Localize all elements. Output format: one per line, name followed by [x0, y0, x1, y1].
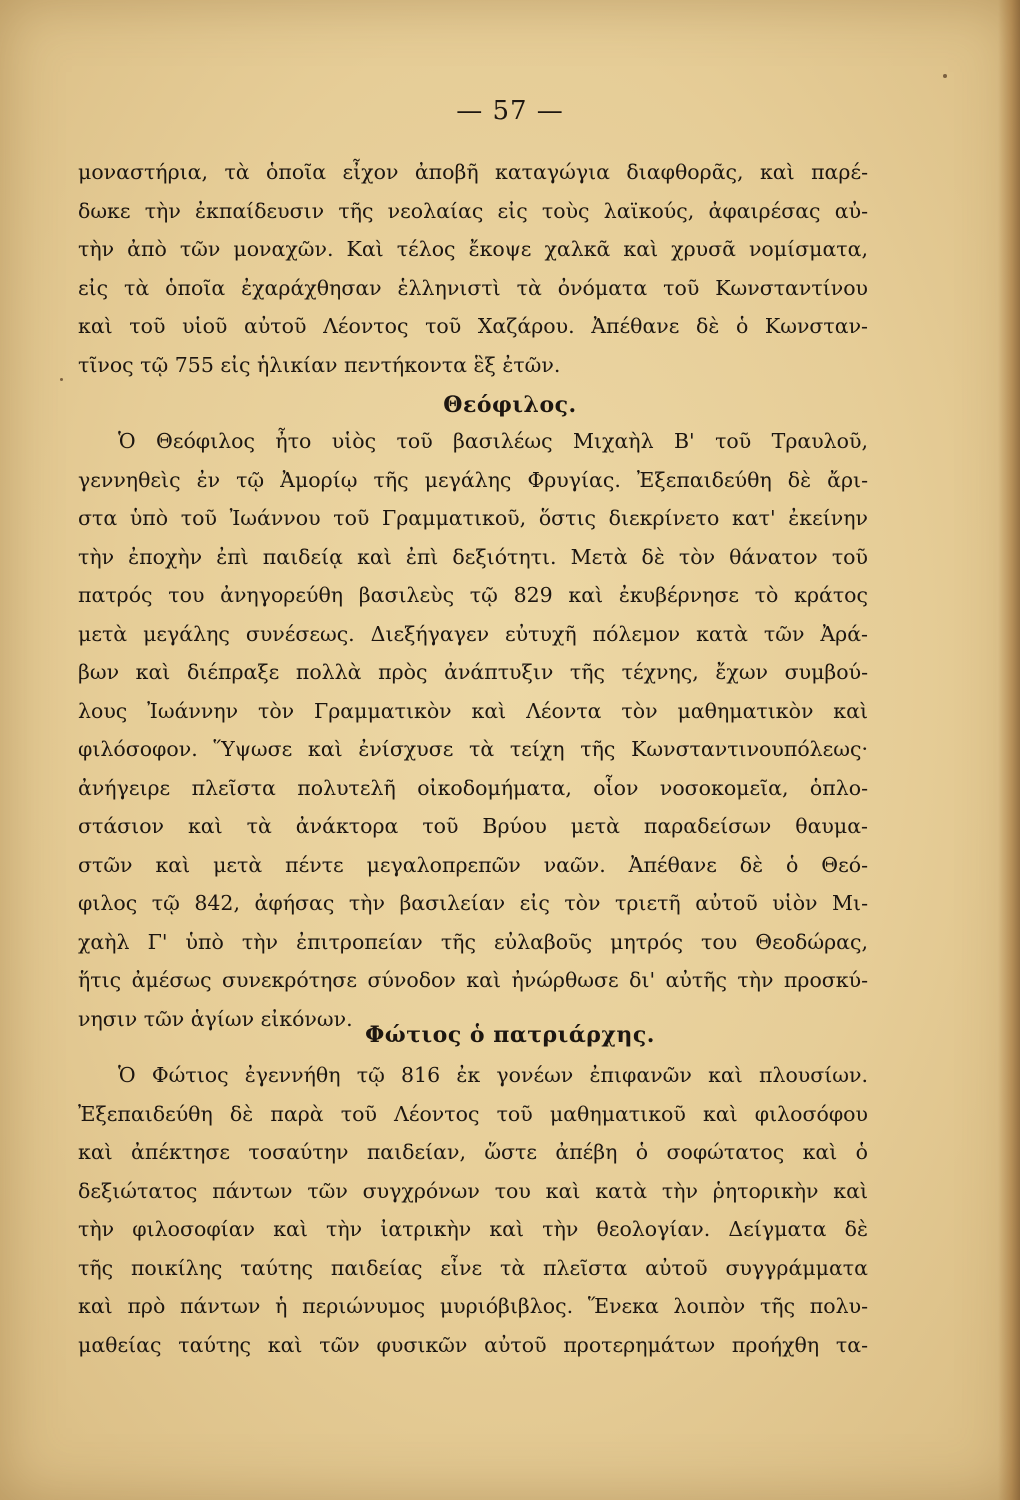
paper-speck	[943, 74, 947, 78]
text-line: πατρός του ἀνηγορεύθη βασιλεὺς τῷ 829 καὶ ἐκυβέρνησε τὸ κράτος	[78, 583, 868, 607]
page-number: — 57 —	[456, 96, 564, 126]
text-line: χαὴλ Γ' ὑπὸ τὴν ἐπιτροπείαν τῆς εὐλαβοῦς μητρός του Θεοδώρας,	[78, 929, 868, 954]
text-line: τῖνος τῷ 755 εἰς ἡλικίαν πεντήκοντα ἓξ ἐτῶν.	[78, 352, 561, 377]
paragraph-continuation	[78, 153, 868, 384]
text-line: δεξιώτατος πάντων τῶν συγχρόνων του καὶ κατὰ τὴν ῥητορικὴν καὶ	[78, 1178, 868, 1203]
text-line: φιλόσοφον. Ὕψωσε καὶ ἐνίσχυσε τὰ τείχη τῆς Κωνσταντινουπόλεως·	[78, 737, 868, 761]
text-line: Ἐξεπαιδεύθη δὲ παρὰ τοῦ Λέοντος τοῦ μαθηματικοῦ καὶ φιλοσόφου	[78, 1101, 868, 1126]
text-line: στάσιον καὶ τὰ ἀνάκτορα τοῦ Βρύου μετὰ παραδείσων θαυμα-	[78, 814, 868, 838]
text-line: τὴν ἀπὸ τῶν μοναχῶν. Καὶ τέλος ἔκοψε χαλκᾶ καὶ χρυσᾶ νομίσματα,	[78, 237, 868, 261]
text-line: καὶ τοῦ υἱοῦ αὐτοῦ Λέοντος τοῦ Χαζάρου. Ἀπέθανε δὲ ὁ Κωνσταν-	[78, 314, 868, 338]
text-line: φιλος τῷ 842, ἀφήσας τὴν βασιλείαν εἰς τὸν τριετῆ αὐτοῦ υἱὸν Μι-	[78, 891, 868, 915]
page-edge-shadow	[998, 0, 1020, 1500]
text-line: στα ὑπὸ τοῦ Ἰωάννου τοῦ Γραμματικοῦ, ὅστις διεκρίνετο κατ' ἐκείνην	[78, 506, 868, 530]
text-line: εἰς τὰ ὁποῖα ἐχαράχθησαν ἑλληνιστὶ τὰ ὀνόματα τοῦ Κωνσταντίνου	[78, 275, 868, 300]
text-line: νησιν τῶν ἁγίων εἰκόνων.	[78, 1006, 353, 1031]
text-line: μαθείας ταύτης καὶ τῶν φυσικῶν αὐτοῦ προτερημάτων προήχθη τα-	[78, 1332, 868, 1357]
text-line: δωκε τὴν ἐκπαίδευσιν τῆς νεολαίας εἰς τοὺς λαϊκούς, ἀφαιρέσας αὐ-	[78, 198, 868, 223]
text-line: Ὁ Φώτιος ἐγεννήθη τῷ 816 ἐκ γονέων ἐπιφανῶν καὶ πλουσίων.	[118, 1063, 868, 1087]
text-line: ἀνήγειρε πλεῖστα πολυτελῆ οἰκοδομήματα, οἷον νοσοκομεῖα, ὁπλο-	[78, 775, 868, 800]
text-line: μετὰ μεγάλης συνέσεως. Διεξήγαγεν εὐτυχῆ πόλεμον κατὰ τῶν Ἀρά-	[78, 621, 868, 646]
text-line: μοναστήρια, τὰ ὁποῖα εἶχον ἀποβῆ καταγώγια διαφθορᾶς, καὶ παρέ-	[78, 160, 868, 184]
paragraph-theophilos	[78, 422, 868, 1038]
text-line: τὴν ἐποχὴν ἐπὶ παιδείᾳ καὶ ἐπὶ δεξιότητι. Μετὰ δὲ τὸν θάνατον τοῦ	[78, 544, 868, 569]
text-line: καὶ ἀπέκτησε τοσαύτην παιδείαν, ὥστε ἀπέβη ὁ σοφώτατος καὶ ὁ	[78, 1140, 868, 1164]
text-line: ἥτις ἀμέσως συνεκρότησε σύνοδον καὶ ἠνώρθωσε δι' αὐτῆς τὴν προσκύ-	[78, 968, 868, 992]
section-heading-theophilos: Θεόφιλος.	[443, 392, 577, 418]
text-line: τῆς ποικίλης ταύτης παιδείας εἶνε τὰ πλεῖστα αὐτοῦ συγγράμματα	[78, 1255, 868, 1280]
text-line: βων καὶ διέπραξε πολλὰ πρὸς ἀνάπτυξιν τῆς τέχνης, ἔχων συμβού-	[78, 660, 868, 684]
section-heading-photios: Φώτιος ὁ πατριάρχης.	[365, 1022, 655, 1048]
text-line: στῶν καὶ μετὰ πέντε μεγαλοπρεπῶν ναῶν. Ἀπέθανε δὲ ὁ Θεό-	[78, 852, 868, 877]
paper-speck	[60, 378, 63, 381]
text-line: καὶ πρὸ πάντων ἡ περιώνυμος μυριόβιβλος. Ἕνεκα λοιπὸν τῆς πολυ-	[78, 1294, 868, 1318]
text-line: τὴν φιλοσοφίαν καὶ τὴν ἰατρικὴν καὶ τὴν θεολογίαν. Δείγματα δὲ	[78, 1217, 868, 1241]
text-line: γεννηθεὶς ἐν τῷ Ἀμορίῳ τῆς μεγάλης Φρυγίας. Ἐξεπαιδεύθη δὲ ἄρι-	[78, 467, 868, 492]
paragraph-photios	[78, 1056, 868, 1364]
text-line: Ὁ Θεόφιλος ἦτο υἱὸς τοῦ βασιλέως Μιχαὴλ Β' τοῦ Τραυλοῦ,	[118, 429, 868, 453]
text-line: λους Ἰωάννην τὸν Γραμματικὸν καὶ Λέοντα τὸν μαθηματικὸν καὶ	[78, 698, 868, 723]
